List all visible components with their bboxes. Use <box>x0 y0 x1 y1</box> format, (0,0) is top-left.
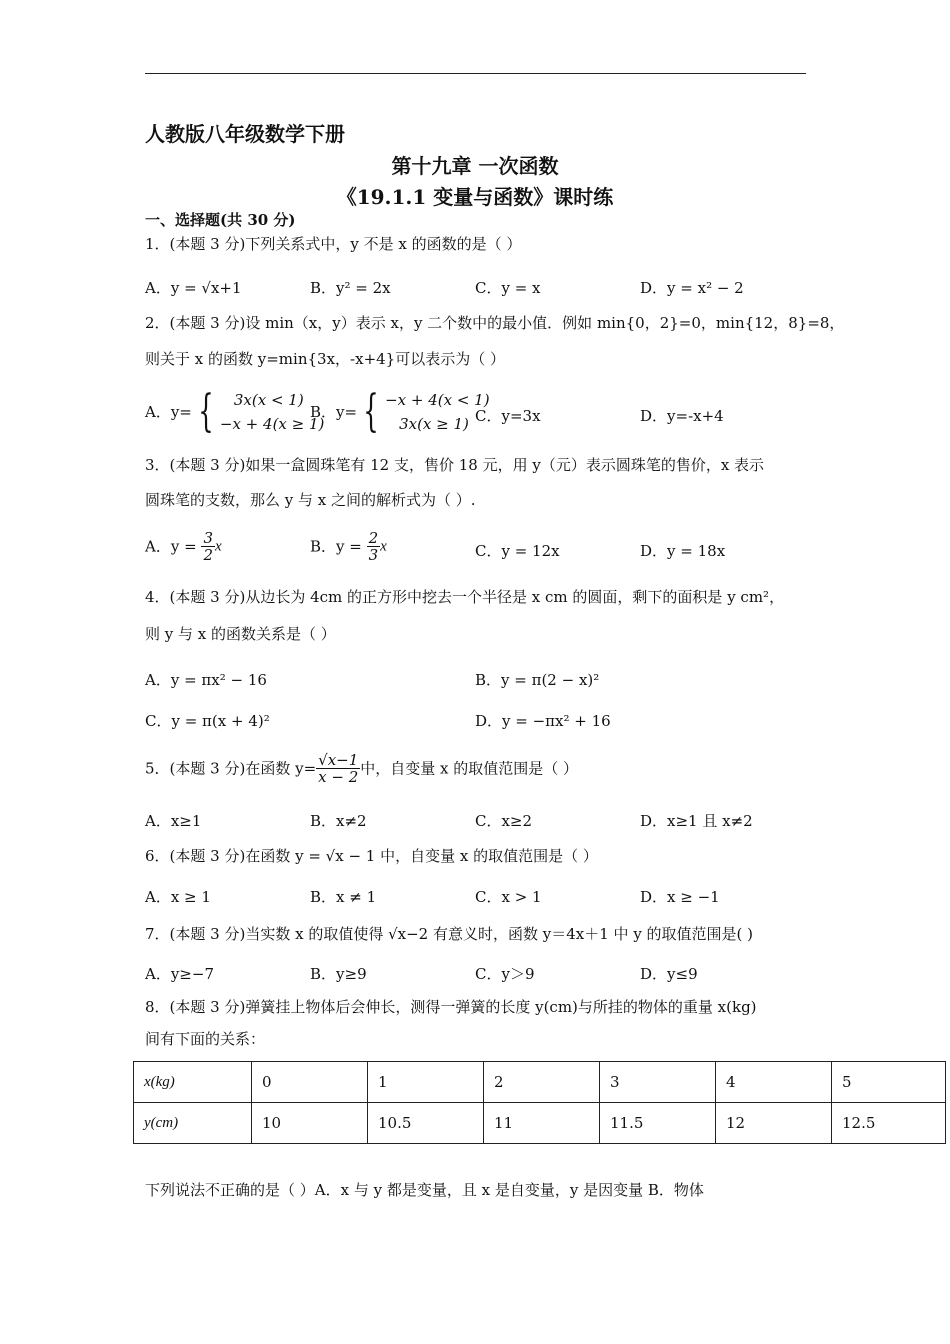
table-row <box>134 1103 946 1144</box>
table-cell: 12 <box>716 1103 832 1144</box>
q3-option-b-fraction <box>367 530 381 563</box>
section-heading: 一、选择题(共 30 分) <box>145 211 296 229</box>
table-cell: 5 <box>832 1062 946 1103</box>
table-cell: 0 <box>252 1062 368 1103</box>
q8-question-text: 下列说法不正确的是（ ）A．x 与 y 都是变量，且 x 是自变量，y 是因变量 B．物体 <box>145 1181 704 1199</box>
table-cell: 11.5 <box>600 1103 716 1144</box>
table-cell: 12.5 <box>832 1103 946 1144</box>
table-cell: y(cm) <box>134 1103 252 1144</box>
q1-option-a[interactable]: A．y = √x+1 <box>145 279 242 297</box>
q2-option-b[interactable] <box>310 388 490 436</box>
q3-option-a-label: A．y = <box>145 537 197 556</box>
table-cell: 10 <box>252 1103 368 1144</box>
q1-option-c[interactable]: C．y = x <box>475 279 541 297</box>
q7-option-d[interactable]: D．y≤9 <box>640 965 698 983</box>
q5-option-d[interactable]: D．x≥1 且 x≠2 <box>640 812 753 830</box>
brace-icon: { <box>198 386 214 437</box>
q7-option-a[interactable]: A．y≥−7 <box>145 965 214 983</box>
q3-stem: 3．(本题 3 分)如果一盒圆珠笔有 12 支，售价 18 元，用 y（元）表示圆珠笔的售价，x 表示 <box>145 456 765 474</box>
table-cell: 10.5 <box>368 1103 484 1144</box>
q3-option-b-label: B．y = <box>310 537 362 556</box>
q3-b-numerator: 2 <box>368 529 379 547</box>
q3-b-var: x <box>380 538 387 555</box>
q2-option-a-piecewise <box>220 388 325 436</box>
book-title: 人教版八年级数学下册 <box>145 122 345 146</box>
q5-option-a[interactable]: A．x≥1 <box>145 812 202 830</box>
q2-b-case2: 3x(x ≥ 1) <box>399 415 469 433</box>
q4-option-a[interactable]: A．y = πx² − 16 <box>145 671 267 689</box>
chapter-title: 第十九章 一次函数 <box>391 154 559 178</box>
brace-icon: { <box>363 386 379 437</box>
q7-option-c[interactable]: C．y＞9 <box>475 965 535 983</box>
q3-a-numerator: 3 <box>203 529 213 547</box>
q3-option-c[interactable]: C．y = 12x <box>475 542 560 560</box>
table-cell: x(kg) <box>134 1062 252 1103</box>
table-cell: 4 <box>716 1062 832 1103</box>
q4-stem-cont: 则 y 与 x 的函数关系是（ ） <box>145 625 336 643</box>
q6-option-d[interactable]: D．x ≥ −1 <box>640 888 720 906</box>
q8-stem: 8．(本题 3 分)弹簧挂上物体后会伸长，测得一弹簧的长度 y(cm)与所挂的物体的重量 x(kg) <box>145 998 757 1016</box>
q4-option-b[interactable]: B．y = π(2 − x)² <box>475 671 600 689</box>
q3-option-a[interactable] <box>145 530 222 563</box>
q4-option-d[interactable]: D．y = −πx² + 16 <box>475 712 611 730</box>
q3-option-a-fraction <box>201 530 215 563</box>
q3-option-d[interactable]: D．y = 18x <box>640 542 726 560</box>
q1-option-d[interactable]: D．y = x² − 2 <box>640 279 744 297</box>
q4-option-c[interactable]: C．y = π(x + 4)² <box>145 712 270 730</box>
table-cell: 11 <box>484 1103 600 1144</box>
header-rule <box>145 73 806 74</box>
q2-option-d[interactable]: D．y=-x+4 <box>640 407 724 425</box>
q2-a-case1: 3x(x < 1) <box>233 391 304 409</box>
q2-stem: 2．(本题 3 分)设 min（x，y）表示 x，y 二个数中的最小值．例如 min{0，2}=0，min{12，8}=8， <box>145 314 845 332</box>
q3-b-denominator: 3 <box>368 546 379 564</box>
q5-option-c[interactable]: C．x≥2 <box>475 812 533 830</box>
q5-fraction <box>316 752 360 785</box>
q6-stem: 6．(本题 3 分)在函数 y = √x − 1 中，自变量 x 的取值范围是（ ） <box>145 847 598 865</box>
q5-stem-tail: 中，自变量 x 的取值范围是（ ） <box>360 759 579 778</box>
q2-option-a[interactable] <box>145 388 324 436</box>
q4-stem: 4．(本题 3 分)从边长为 4cm 的正方形中挖去一个半径是 x cm 的圆面，剩下的面积是 y cm²， <box>145 588 785 606</box>
spring-data-table <box>133 1061 946 1144</box>
q2-b-case1: −x + 4(x < 1) <box>385 391 490 409</box>
q6-option-b[interactable]: B．x ≠ 1 <box>310 888 377 906</box>
q5-option-b[interactable]: B．x≠2 <box>310 812 367 830</box>
q1-option-b[interactable]: B．y² = 2x <box>310 279 391 297</box>
q5-denominator: x − 2 <box>318 768 359 786</box>
q6-option-a[interactable]: A．x ≥ 1 <box>145 888 211 906</box>
q5-stem-head: 5．(本题 3 分)在函数 y= <box>145 759 317 778</box>
q3-a-var: x <box>214 538 222 555</box>
table-cell: 1 <box>368 1062 484 1103</box>
table-cell: 2 <box>484 1062 600 1103</box>
q3-option-b[interactable] <box>310 530 387 563</box>
q2-option-c[interactable]: C．y=3x <box>475 407 541 425</box>
q2-option-b-label: B．y= <box>310 403 358 421</box>
q1-stem: 1．(本题 3 分)下列关系式中，y 不是 x 的函数的是（ ） <box>145 235 522 253</box>
q5-stem <box>145 752 578 785</box>
q2-option-a-label: A．y= <box>145 403 192 421</box>
table-cell: 3 <box>600 1062 716 1103</box>
table-row <box>134 1062 946 1103</box>
lesson-title: 《19.1.1 变量与函数》课时练 <box>336 185 614 209</box>
q3-a-denominator: 2 <box>203 546 213 564</box>
q7-stem: 7．(本题 3 分)当实数 x 的取值使得 √x−2 有意义时，函数 y＝4x＋1 中 y 的取值范围是( ) <box>145 925 754 943</box>
q8-stem-cont: 间有下面的关系： <box>145 1030 266 1048</box>
q2-a-case2: −x + 4(x ≥ 1) <box>219 415 325 433</box>
q3-stem-cont: 圆珠笔的支数，那么 y 与 x 之间的解析式为（ ）. <box>145 491 476 509</box>
q6-option-c[interactable]: C．x > 1 <box>475 888 542 906</box>
q7-option-b[interactable]: B．y≥9 <box>310 965 367 983</box>
q2-stem-cont: 则关于 x 的函数 y=min{3x，-x+4}可以表示为（ ） <box>145 350 505 368</box>
q5-numerator: √x−1 <box>318 751 359 769</box>
q2-option-b-piecewise <box>385 388 490 436</box>
